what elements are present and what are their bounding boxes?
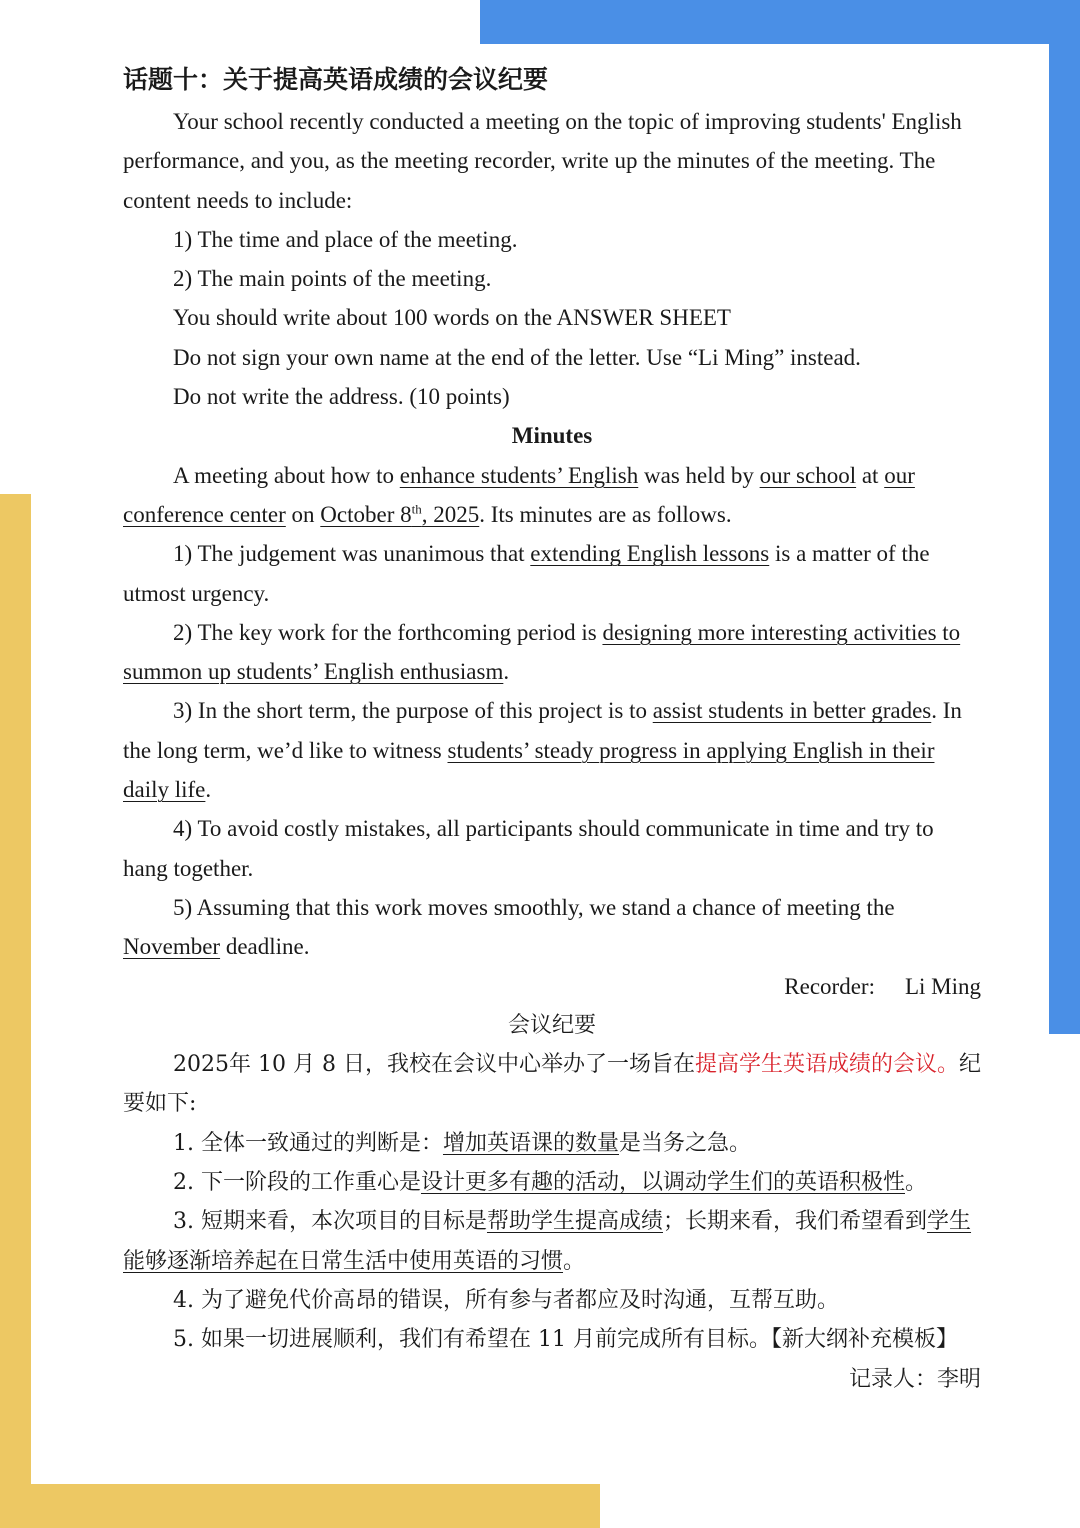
- text-run: 。: [563, 1248, 586, 1274]
- text-run: 5) Assuming that this work moves smoothly, we stand a chance of meeting the: [173, 894, 895, 920]
- minutes-point-5: [123, 888, 981, 967]
- underlined-phrase: November: [123, 934, 221, 960]
- text-run: was held by: [638, 462, 760, 488]
- text-run: 2025年 10 月 8 日，我校在会议中心举办了一场旨在: [173, 1052, 695, 1078]
- text-run: 是当务之急。: [619, 1130, 752, 1156]
- highlighted-phrase: 提高学生英语成绩的会议。: [694, 1052, 959, 1078]
- text-run: on: [285, 501, 321, 527]
- chinese-point-1: [123, 1124, 981, 1163]
- text-run: 3) In the short term, the purpose of this project is to: [173, 698, 653, 724]
- underlined-phrase: extending English lessons: [530, 541, 770, 567]
- text-run: 。: [905, 1170, 928, 1196]
- prompt-instruction: You should write about 100 words on the ANSWER SHEET: [173, 305, 731, 331]
- text-run: is a matter of the utmost urgency.: [123, 541, 930, 606]
- prompt-instruction: Do not sign your own name at the end of the letter. Use “Li Ming” instead.: [173, 344, 861, 370]
- minutes-point-2: [123, 613, 981, 692]
- underlined-phrase: our school: [759, 462, 857, 488]
- minutes-point-3: [123, 691, 981, 809]
- underlined-date: [320, 502, 479, 527]
- text-run: 2. 下一阶段的工作重心是: [173, 1170, 421, 1196]
- text-run: at: [856, 462, 885, 488]
- text-run: 1. 全体一致通过的判断是：: [173, 1130, 443, 1156]
- underlined-phrase: 学生能够逐渐培养起在日常生活中使用英语的习惯: [123, 1209, 972, 1274]
- recorder-label: Recorder:: [784, 973, 875, 999]
- underlined-phrase: 帮助学生提高成绩: [486, 1209, 663, 1235]
- text-run: .: [503, 659, 510, 685]
- decorative-yellow-left-band: [0, 494, 31, 1528]
- underlined-phrase: designing more interesting activities to summon up students’ English enthusiasm: [123, 619, 961, 685]
- underlined-phrase: students’ steady progress in applying English in their daily life: [123, 737, 935, 803]
- chinese-recorder: 记录人：李明: [848, 1366, 981, 1392]
- text-run: ；长期来看，我们希望看到: [663, 1209, 928, 1235]
- date-superscript: th: [411, 501, 422, 517]
- chinese-point-3: [123, 1202, 981, 1281]
- text-run: A meeting about how to: [173, 462, 400, 488]
- text-run: 3. 短期来看，本次项目的目标是: [173, 1209, 487, 1235]
- text-run: .: [205, 777, 212, 803]
- chinese-point-4: 4. 为了避免代价高昂的错误，所有参与者都应及时沟通，互帮互助。: [173, 1287, 839, 1313]
- text-run: 1) The judgement was unanimous that: [173, 541, 531, 567]
- text-run: 纪要如下:: [123, 1052, 981, 1117]
- minutes-recorder: [123, 967, 981, 1006]
- chinese-intro: [123, 1045, 981, 1124]
- text-run: 2) The key work for the forthcoming period is: [173, 619, 603, 645]
- minutes-point-1: [123, 534, 981, 613]
- text-run: . In the long term, we’d like to witness: [123, 698, 962, 763]
- decorative-blue-top-band: [480, 0, 1080, 44]
- chinese-heading: 会议纪要: [507, 1012, 596, 1038]
- minutes-intro: [123, 456, 981, 535]
- decorative-yellow-bottom-band: [0, 1484, 600, 1528]
- underlined-phrase: assist students in better grades: [652, 698, 932, 724]
- minutes-point-4: 4) To avoid costly mistakes, all participants should communicate in time and try to hang together.: [123, 816, 934, 881]
- underlined-phrase: enhance students’ English: [399, 462, 639, 488]
- chinese-point-5: 5. 如果一切进展顺利，我们有希望在 11 月前完成所有目标。【新大纲补充模板】: [173, 1327, 958, 1353]
- date-year: , 2025: [421, 501, 480, 527]
- prompt-intro: Your school recently conducted a meeting on the topic of improving students' English performance, and you, as the meeting recorder, write up the minutes of the meeting. The content needs to include:: [123, 109, 962, 213]
- prompt-instruction: Do not write the address. (10 points): [173, 384, 510, 410]
- minutes-heading: Minutes: [511, 423, 593, 449]
- text-run: . Its minutes are as follows.: [479, 501, 732, 527]
- date-text: October 8: [320, 501, 412, 527]
- page-title: 话题十：关于提高英语成绩的会议纪要: [123, 65, 549, 94]
- underlined-phrase: 增加英语课的数量: [442, 1130, 619, 1156]
- prompt-point: 1) The time and place of the meeting.: [173, 226, 518, 252]
- underlined-phrase: our conference center: [123, 462, 915, 527]
- chinese-point-2: [123, 1163, 981, 1202]
- prompt-point: 2) The main points of the meeting.: [173, 266, 492, 292]
- document-body: [123, 58, 981, 1399]
- underlined-phrase: 设计更多有趣的活动，以调动学生们的英语积极性: [420, 1170, 905, 1196]
- recorder-name: Li Ming: [904, 973, 981, 999]
- decorative-blue-right-band: [1049, 0, 1080, 1034]
- text-run: deadline.: [220, 934, 310, 960]
